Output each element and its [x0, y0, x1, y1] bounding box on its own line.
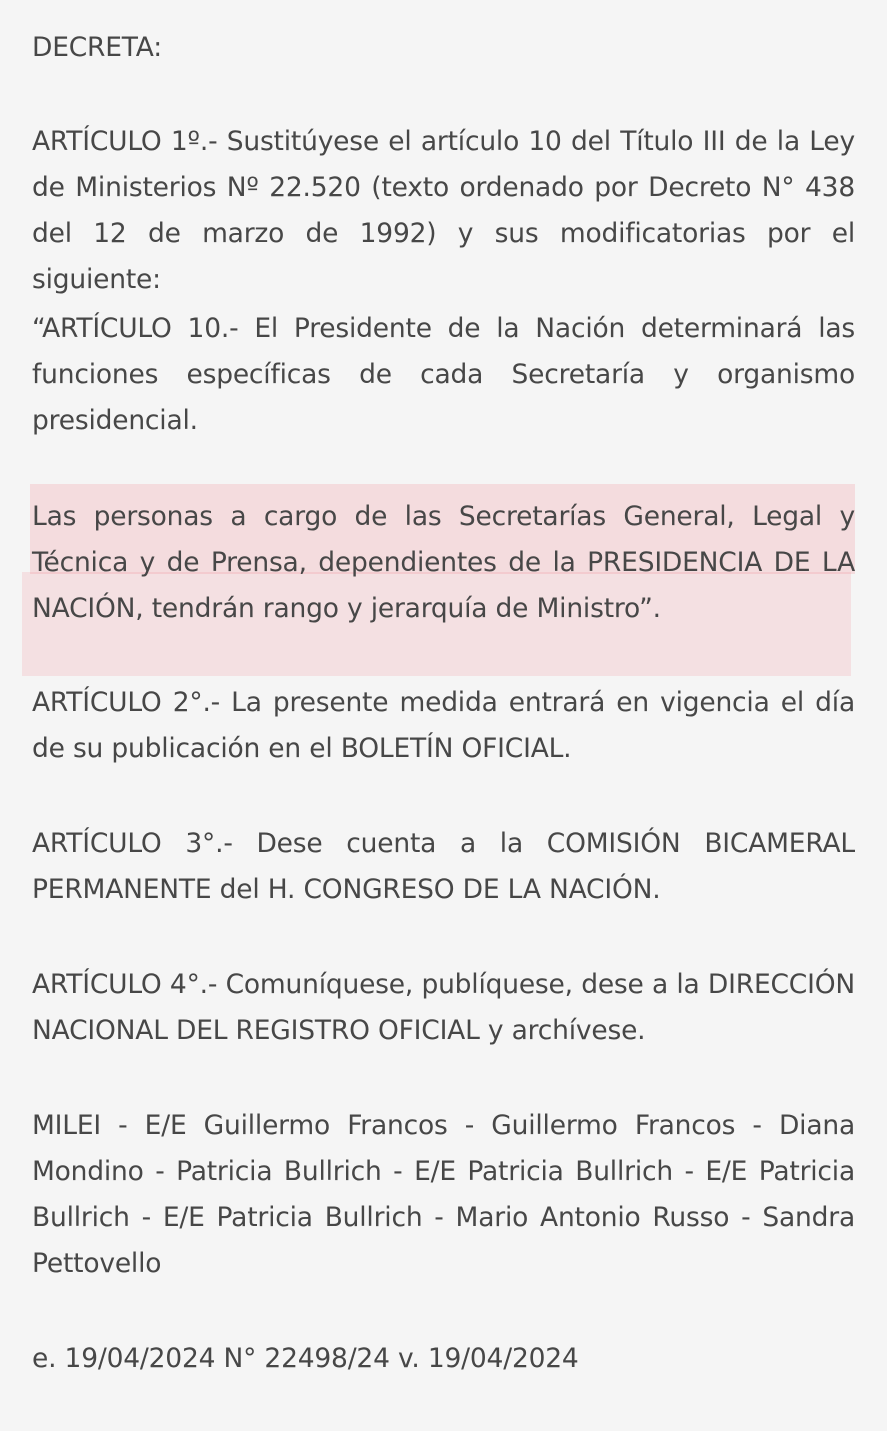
article-4: ARTÍCULO 4°.- Comuníquese, publíquese, dese a la DIRECCIÓN NACIONAL DEL REGISTRO OFICIAL y archívese.: [32, 969, 855, 1046]
highlighted-paragraph: Las personas a cargo de las Secretarías General, Legal y Técnica y de Prensa, dependientes de la PRESIDENCIA DE LA NACIÓN, tendrán rango y jerarquía de Ministro”.: [32, 501, 855, 624]
article-1: ARTÍCULO 1º.- Sustitúyese el artículo 10 del Título III de la Ley de Ministerios Nº 22.520 (texto ordenado por Decreto N° 438 del 12 de marzo de 1992) y sus modificatorias por el siguiente:: [32, 126, 855, 295]
article-2: ARTÍCULO 2°.- La presente medida entrará en vigencia el día de su publicación en el BOLETÍN OFICIAL.: [32, 687, 855, 764]
publication-footer: e. 19/04/2024 N° 22498/24 v. 19/04/2024: [32, 1343, 579, 1374]
decree-heading: DECRETA:: [32, 32, 162, 63]
article-10-quoted: “ARTÍCULO 10.- El Presidente de la Nación determinará las funciones específicas de cada Secretaría y organismo presidencial.: [32, 313, 855, 436]
article-3: ARTÍCULO 3°.- Dese cuenta a la COMISIÓN BICAMERAL PERMANENTE del H. CONGRESO DE LA NACIÓN.: [32, 828, 855, 905]
signatures: MILEI - E/E Guillermo Francos - Guillermo Francos - Diana Mondino - Patricia Bullrich - E/E Patricia Bullrich - E/E Patricia Bullrich - E/E Patricia Bullrich - Mario Antonio Russo - Sandra Pettovello: [32, 1110, 855, 1279]
